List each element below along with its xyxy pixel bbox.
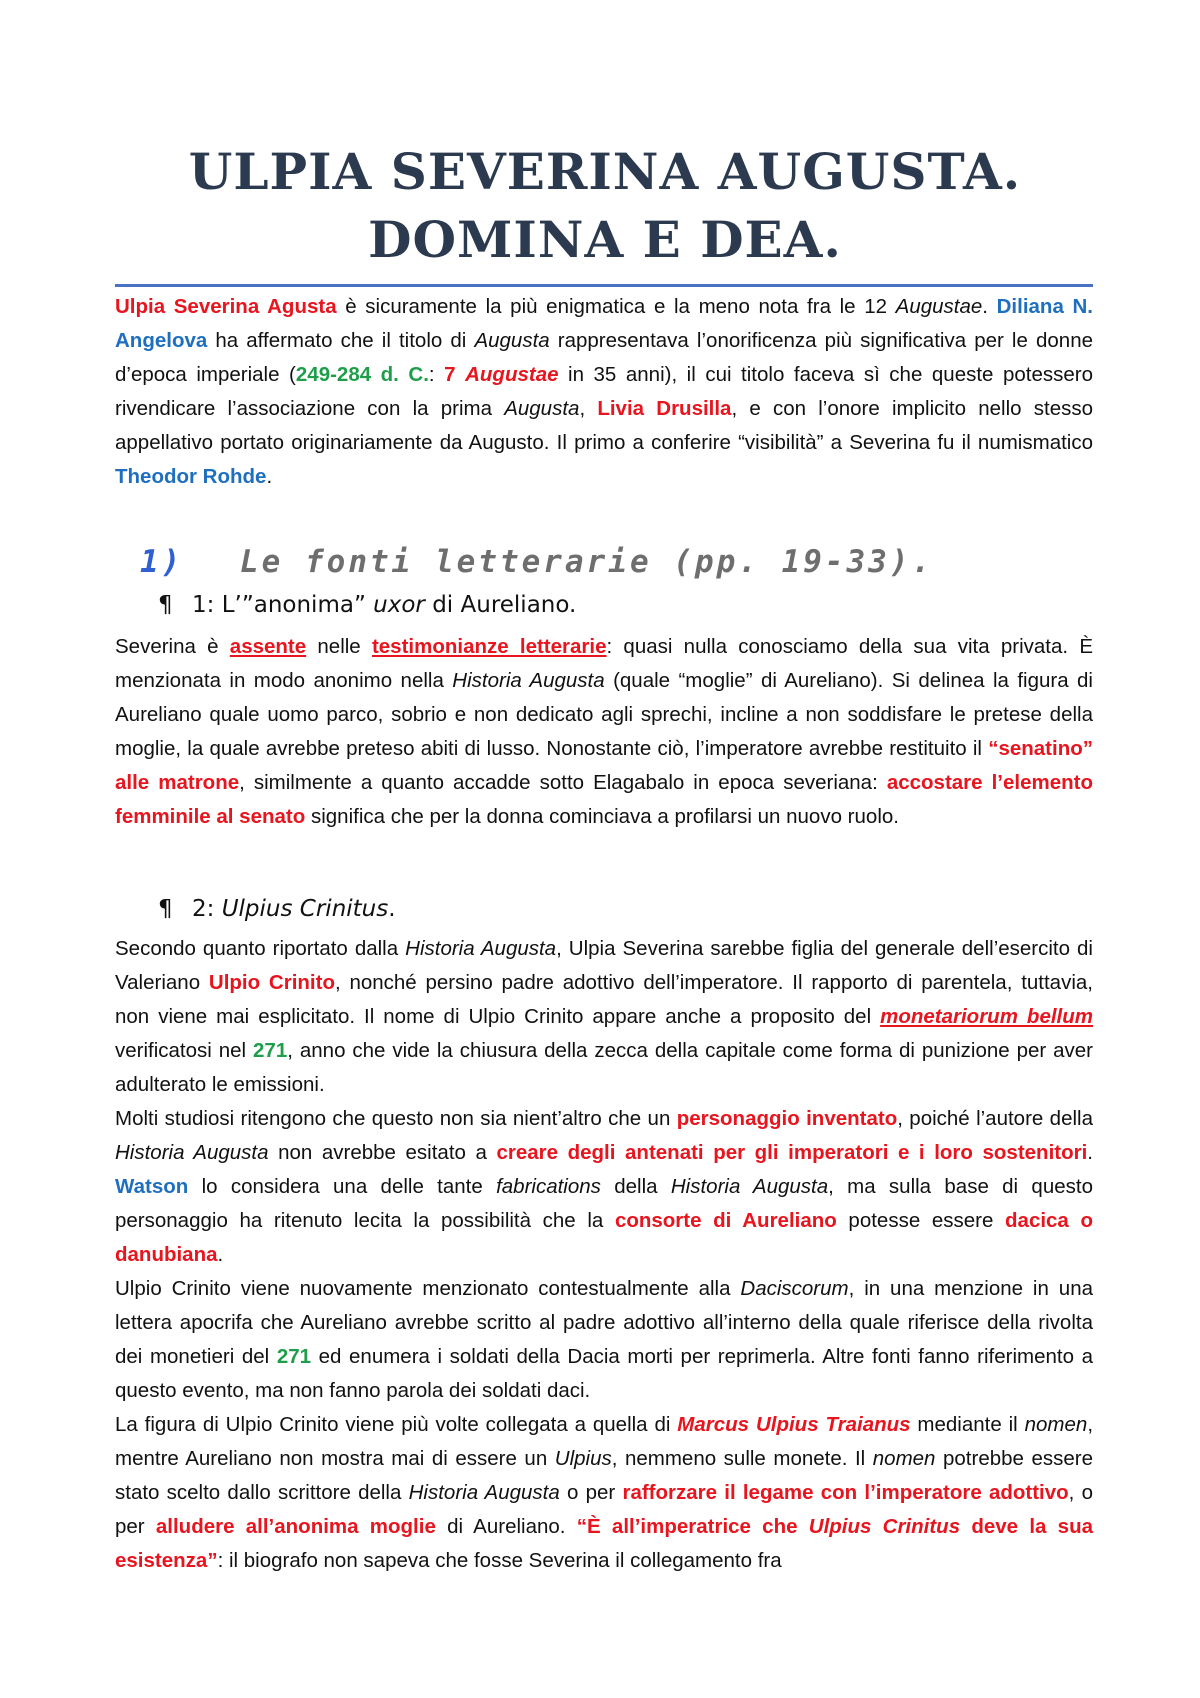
text-run: della xyxy=(600,1175,671,1198)
text-run: . xyxy=(217,1243,224,1266)
angelova-name: Diliana N. Angelova xyxy=(115,295,1093,352)
subheading-2 xyxy=(158,896,396,922)
historia-augusta-term: Historia Augusta xyxy=(405,937,557,960)
ulpius-term: Ulpius xyxy=(554,1447,612,1470)
text-run: . xyxy=(982,295,997,318)
title-line-2: DOMINA E DEA. xyxy=(368,210,842,269)
personaggio-highlight: personaggio inventato xyxy=(676,1107,898,1130)
text-run: : quasi nulla conosciamo della sua vita privata. È menzionata in modo anonimo nella xyxy=(115,635,1093,692)
quote-open: “ xyxy=(576,1515,587,1538)
paragraphs-block xyxy=(115,932,1093,1578)
text-run: mediante il xyxy=(910,1413,1025,1436)
matrone-highlight: alle matrone xyxy=(115,771,240,794)
rohde-name: Theodor Rohde xyxy=(115,465,267,488)
section-number: 1) xyxy=(140,544,184,580)
quote-highlight: È all’imperatrice che xyxy=(587,1515,809,1538)
paragraph-4 xyxy=(115,1272,1093,1408)
subheading-text: . xyxy=(388,896,396,922)
ulpia-name: Ulpia Severina Agusta xyxy=(115,295,337,318)
text-run: Ulpio Crinito viene nuovamente menzionato contestualmente alla xyxy=(115,1277,741,1300)
text-run: , similmente a quanto accadde sotto Elagabalo in epoca severiana: xyxy=(239,771,887,794)
assente-highlight: assente xyxy=(229,635,307,658)
historia-augusta-term: Historia Augusta xyxy=(452,669,605,692)
seven-count: 7 xyxy=(444,363,466,386)
intro-paragraph xyxy=(115,290,1093,494)
quote-close: ” xyxy=(207,1549,218,1572)
title-divider xyxy=(115,284,1093,287)
consorte-highlight: consorte di Aureliano xyxy=(614,1209,837,1232)
monetariorum-highlight: monetariorum bellum xyxy=(880,1005,1093,1028)
text-run: , ma sulla base di questo personaggio ha ritenuto lecita la possibilità che la xyxy=(115,1175,1093,1232)
ulpio-crinito-highlight: Ulpio Crinito xyxy=(208,971,335,994)
creare-highlight: creare degli antenati per gli imperatori e i loro sostenitori xyxy=(496,1141,1088,1164)
text-run: , poiché l’autore della xyxy=(897,1107,1093,1130)
year-271-highlight: 271 xyxy=(276,1345,312,1368)
traianus-highlight: Marcus Ulpius Traianus xyxy=(677,1413,911,1436)
daciscorum-term: Daciscorum xyxy=(740,1277,849,1300)
quote-highlight: deve la sua esistenza xyxy=(115,1515,1094,1572)
historia-augusta-term: Historia Augusta xyxy=(408,1481,560,1504)
pilcrow-icon: ¶ xyxy=(158,896,173,922)
watson-name: Watson xyxy=(115,1175,189,1198)
paragraph-2 xyxy=(115,932,1093,1102)
ulpius-crinitus-term: Ulpius Crinitus xyxy=(221,896,389,922)
text-run: , Ulpia Severina sarebbe figlia del generale dell’esercito di Valeriano xyxy=(115,937,1093,994)
accostare-highlight: accostare l’elemento femminile al senato xyxy=(115,771,1093,828)
historia-augusta-term: Historia Augusta xyxy=(670,1175,829,1198)
senatino-highlight: “senatino” xyxy=(988,737,1093,760)
title-line-1: ULPIA SEVERINA AUGUSTA. xyxy=(188,142,1022,201)
text-run: ed enumera i soldati della Dacia morti per reprimerla. Altre fonti fanno riferimento a questo evento, ma non fanno parola dei soldati daci. xyxy=(115,1345,1094,1402)
text-run: , anno che vide la chiusura della zecca della capitale come forma di punizione per aver adulterato le emissioni. xyxy=(115,1039,1093,1096)
subheading-text: 1: L’”anonima” xyxy=(192,592,374,618)
text-run: in 35 anni), il cui titolo faceva sì che queste potessero rivendicare l’associazione con la prima xyxy=(115,363,1094,420)
testimonianze-highlight: testimonianze letterarie xyxy=(371,635,607,658)
historia-augusta-term: Historia Augusta xyxy=(115,1141,269,1164)
augusta-term: Augusta xyxy=(504,397,580,420)
text-run: Severina è xyxy=(115,635,230,658)
text-run: (quale “moglie” di Aureliano). Si delinea la figura di Aureliano quale uomo parco, sobrio e non dedicato agli sprechi, incline a non soddisfare le pretese della moglie, la quale avrebbe preteso abiti di lusso. Nonostante ciò, l’imperatore avrebbe restituito il xyxy=(115,669,1093,760)
text-run: . xyxy=(1087,1141,1093,1164)
text-run: , nemmeno sulle monete. Il xyxy=(611,1447,873,1470)
text-run: ha affermato che il titolo di xyxy=(207,329,475,352)
text-run: : xyxy=(428,363,445,386)
livia-name: Livia Drusilla xyxy=(597,397,732,420)
text-run: Secondo quanto riportato dalla xyxy=(115,937,406,960)
text-run: lo considera una delle tante xyxy=(188,1175,497,1198)
text-run: , o per xyxy=(115,1481,1093,1538)
text-run: nelle xyxy=(306,635,372,658)
augustae-term: Augustae xyxy=(895,295,983,318)
text-run: , xyxy=(579,397,598,420)
paragraph-3 xyxy=(115,1102,1093,1272)
uxor-term: uxor xyxy=(373,592,425,618)
seven-augustae: Augustae xyxy=(465,363,559,386)
text-run: , mentre Aureliano non mostra mai di essere un xyxy=(115,1413,1094,1470)
text-run: : il biografo non sapeva che fosse Severina il collegamento fra xyxy=(217,1549,782,1572)
text-run: verificatosi nel xyxy=(115,1039,254,1062)
rafforzare-highlight: rafforzare il legame con l’imperatore adottivo xyxy=(622,1481,1069,1504)
text-run: rappresentava l’onorificenza più significativa per le donne d’epoca imperiale ( xyxy=(115,329,1093,386)
text-run: La figura di Ulpio Crinito viene più volte collegata a quella di xyxy=(115,1413,678,1436)
text-run: potesse essere xyxy=(836,1209,1006,1232)
text-run: , in una menzione in una lettera apocrifa che Aureliano avrebbe scritto al padre adottivo all’interno della quale riferisce della rivolta dei monetieri del xyxy=(115,1277,1093,1368)
text-run: Molti studiosi ritengono che questo non sia nient’altro che un xyxy=(115,1107,677,1130)
subheading-text: 2: xyxy=(192,896,222,922)
quote-name-highlight: Ulpius Crinitus xyxy=(808,1515,961,1538)
text-run: di Aureliano. xyxy=(435,1515,577,1538)
text-run: non avrebbe esitato a xyxy=(268,1141,497,1164)
year-271-highlight: 271 xyxy=(253,1039,288,1062)
intro-block xyxy=(115,290,1093,494)
text-run: è sicuramente la più enigmatica e la meno nota fra le 12 xyxy=(336,295,896,318)
augusta-term: Augusta xyxy=(474,329,550,352)
dacica-highlight: dacica o danubiana xyxy=(115,1209,1093,1266)
text-run: , nonché persino padre adottivo dell’imperatore. Il rapporto di parentela, tuttavia, non viene mai esplicitato. Il nome di Ulpio Crinito appare anche a proposito del xyxy=(115,971,1093,1028)
paragraph-5 xyxy=(115,1408,1093,1578)
nomen-term: nomen xyxy=(1024,1413,1088,1436)
pilcrow-icon: ¶ xyxy=(158,592,173,618)
text-run: . xyxy=(266,465,273,488)
section-heading-1 xyxy=(140,544,1040,580)
text-run: significa che per la donna cominciava a profilarsi un nuovo ruolo. xyxy=(305,805,899,828)
section-title: Le fonti letterarie (pp. 19-33). xyxy=(240,544,934,580)
fabrications-term: fabrications xyxy=(496,1175,601,1198)
subheading-text: di Aureliano. xyxy=(424,592,577,618)
text-run: o per xyxy=(559,1481,623,1504)
nomen-term: nomen xyxy=(872,1447,936,1470)
text-run: potrebbe essere stato scelto dallo scrittore della xyxy=(115,1447,1093,1504)
dates-highlight: 249-284 d. C. xyxy=(295,363,429,386)
paragraph-1-block xyxy=(115,630,1093,834)
document-title xyxy=(115,138,1095,274)
text-run: , e con l’onore implicito nello stesso appellativo portato originariamente da Augusto. Il primo a conferire “visibilità” a Severina fu il numismatico xyxy=(115,397,1093,454)
paragraph-1 xyxy=(115,630,1093,834)
alludere-highlight: alludere all’anonima moglie xyxy=(155,1515,436,1538)
subheading-1 xyxy=(158,592,576,618)
